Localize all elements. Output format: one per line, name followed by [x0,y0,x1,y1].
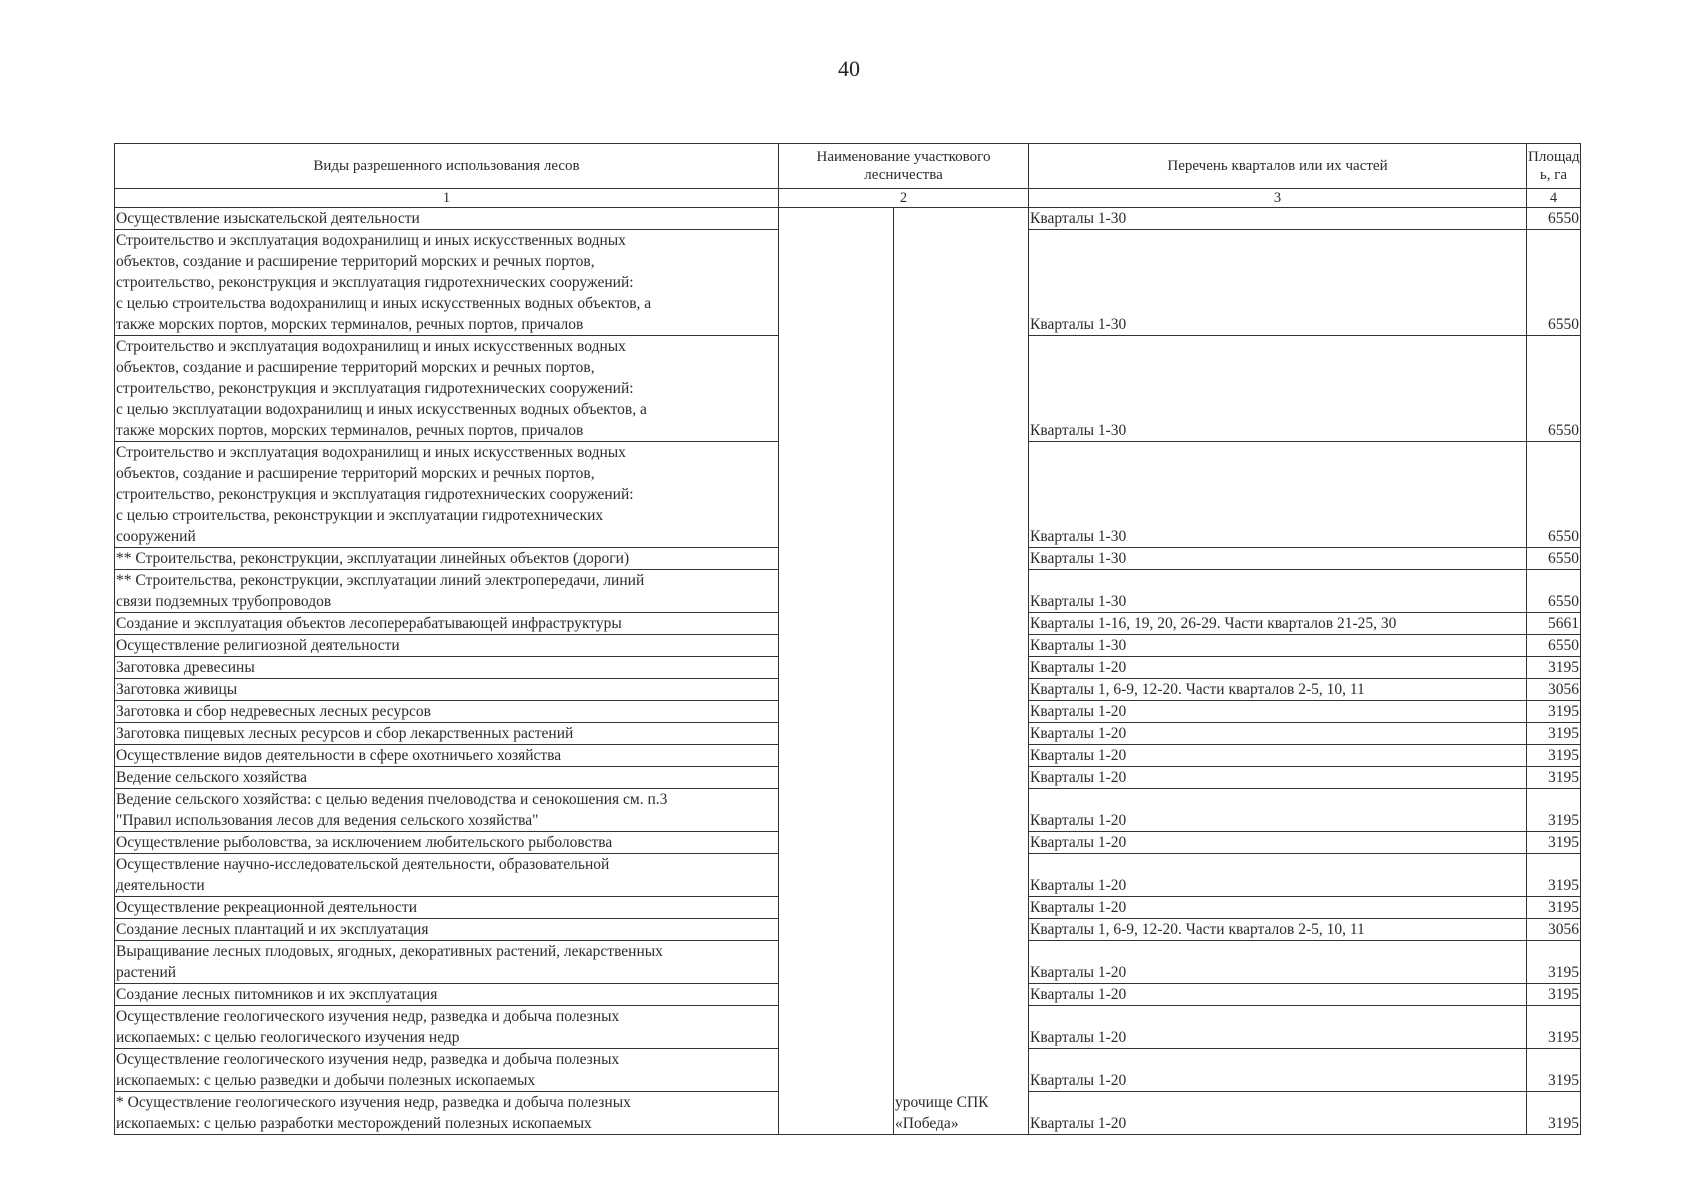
use-type-cell: Осуществление видов деятельности в сфере охотничьего хозяйства [115,745,779,767]
use-type-cell: Создание лесных плантаций и их эксплуатация [115,919,779,941]
quarters-cell: Кварталы 1-20 [1029,657,1527,679]
quarters-cell: Кварталы 1-20 [1029,854,1527,897]
quarters-cell: Кварталы 1-20 [1029,984,1527,1006]
use-type-cell: Осуществление рекреационной деятельности [115,897,779,919]
area-cell: 3195 [1527,832,1581,854]
table-header-row [115,144,1581,189]
use-type-cell: Заготовка и сбор недревесных лесных ресурсов [115,701,779,723]
use-type-cell: Осуществление геологического изучения недр, разведка и добыча полезных ископаемых: с целью разведки и добычи полезных ископаемых [115,1049,779,1092]
area-cell: 6550 [1527,208,1581,230]
use-type-cell: Строительство и эксплуатация водохранилищ и иных искусственных водных объектов, создание и расширение территорий морских и речных портов, строительство, реконструкция и эксплуатация гидротехнических сооружений: с целью эксплуатации водохранилищ и иных искусственных водных объектов, а также морских портов, морских терминалов, речных портов, причалов [115,336,779,442]
use-type-cell: Создание лесных питомников и их эксплуатация [115,984,779,1006]
area-cell: 3195 [1527,723,1581,745]
area-cell: 3195 [1527,854,1581,897]
quarters-cell: Кварталы 1-20 [1029,1006,1527,1049]
quarters-cell: Кварталы 1-30 [1029,208,1527,230]
quarters-cell: Кварталы 1-30 [1029,635,1527,657]
area-cell: 3195 [1527,767,1581,789]
quarters-cell: Кварталы 1-20 [1029,1049,1527,1092]
area-cell: 6550 [1527,442,1581,548]
area-cell: 3195 [1527,1006,1581,1049]
area-cell: 6550 [1527,570,1581,613]
use-type-cell: Строительство и эксплуатация водохранилищ и иных искусственных водных объектов, создание и расширение территорий морских и речных портов, строительство, реконструкция и эксплуатация гидротехнических сооружений: с целью строительства, реконструкции и эксплуатации гидротехнических сооружений [115,442,779,548]
area-cell: 6550 [1527,548,1581,570]
forest-use-table [114,143,1581,1135]
column-number: 2 [779,189,1029,208]
use-type-cell: Заготовка древесины [115,657,779,679]
use-type-cell: Заготовка пищевых лесных ресурсов и сбор лекарственных растений [115,723,779,745]
area-cell: 3195 [1527,897,1581,919]
use-type-cell: ** Строительства, реконструкции, эксплуатации линий электропередачи, линий связи подземных трубопроводов [115,570,779,613]
area-cell: 3056 [1527,679,1581,701]
forestry-name-cell: урочище СПК «Победа» [894,208,1029,1135]
use-type-cell: * Осуществление геологического изучения недр, разведка и добыча полезных ископаемых: с целью разработки месторождений полезных ископаемых [115,1092,779,1135]
quarters-cell: Кварталы 1-20 [1029,941,1527,984]
area-cell: 3195 [1527,789,1581,832]
area-cell: 3056 [1527,919,1581,941]
quarters-cell: Кварталы 1, 6-9, 12-20. Части кварталов 2-5, 10, 11 [1029,919,1527,941]
use-type-cell: Выращивание лесных плодовых, ягодных, декоративных растений, лекарственных растений [115,941,779,984]
quarters-cell: Кварталы 1-16, 19, 20, 26-29. Части кварталов 21-25, 30 [1029,613,1527,635]
area-cell: 3195 [1527,701,1581,723]
area-cell: 6550 [1527,635,1581,657]
quarters-cell: Кварталы 1-20 [1029,1092,1527,1135]
use-type-cell: Осуществление религиозной деятельности [115,635,779,657]
use-type-cell: Создание и эксплуатация объектов лесоперерабатывающей инфраструктуры [115,613,779,635]
area-cell: 5661 [1527,613,1581,635]
quarters-cell: Кварталы 1-30 [1029,548,1527,570]
use-type-cell: Строительство и эксплуатация водохранилищ и иных искусственных водных объектов, создание и расширение территорий морских и речных портов, строительство, реконструкция и эксплуатация гидротехнических сооружений: с целью строительства водохранилищ и иных искусственных водных объектов, а также морских портов, морских терминалов, речных портов, причалов [115,230,779,336]
use-type-cell: Заготовка живицы [115,679,779,701]
area-cell: 3195 [1527,745,1581,767]
header-quarters: Перечень кварталов или их частей [1029,144,1527,189]
quarters-cell: Кварталы 1-20 [1029,767,1527,789]
column-number: 3 [1029,189,1527,208]
use-type-cell: Осуществление изыскательской деятельности [115,208,779,230]
column-number: 1 [115,189,779,208]
use-type-cell: ** Строительства, реконструкции, эксплуатации линейных объектов (дороги) [115,548,779,570]
quarters-cell: Кварталы 1-30 [1029,442,1527,548]
quarters-cell: Кварталы 1-20 [1029,832,1527,854]
use-type-cell: Осуществление рыболовства, за исключением любительского рыболовства [115,832,779,854]
area-cell: 3195 [1527,657,1581,679]
quarters-cell: Кварталы 1-30 [1029,336,1527,442]
area-cell: 3195 [1527,984,1581,1006]
column-number-row [115,189,1581,208]
table-row [115,208,1581,230]
area-cell: 6550 [1527,230,1581,336]
quarters-cell: Кварталы 1-20 [1029,789,1527,832]
header-area: Площад ь, га [1527,144,1581,189]
quarters-cell: Кварталы 1-20 [1029,701,1527,723]
quarters-cell: Кварталы 1-30 [1029,570,1527,613]
quarters-cell: Кварталы 1-20 [1029,723,1527,745]
quarters-cell: Кварталы 1, 6-9, 12-20. Части кварталов 2-5, 10, 11 [1029,679,1527,701]
area-cell: 6550 [1527,336,1581,442]
use-type-cell: Осуществление научно-исследовательской деятельности, образовательной деятельности [115,854,779,897]
area-cell: 3195 [1527,1092,1581,1135]
quarters-cell: Кварталы 1-30 [1029,230,1527,336]
use-type-cell: Ведение сельского хозяйства [115,767,779,789]
forestry-blank-cell [779,208,894,1135]
column-number: 4 [1527,189,1581,208]
use-type-cell: Осуществление геологического изучения недр, разведка и добыча полезных ископаемых: с целью геологического изучения недр [115,1006,779,1049]
quarters-cell: Кварталы 1-20 [1029,745,1527,767]
page-number: 40 [838,56,860,81]
area-cell: 3195 [1527,941,1581,984]
header-use-type: Виды разрешенного использования лесов [115,144,779,189]
quarters-cell: Кварталы 1-20 [1029,897,1527,919]
use-type-cell: Ведение сельского хозяйства: с целью ведения пчеловодства и сенокошения см. п.3 "Правил использования лесов для ведения сельского хозяйства" [115,789,779,832]
header-forestry: Наименование участкового лесничества [779,144,1029,189]
area-cell: 3195 [1527,1049,1581,1092]
